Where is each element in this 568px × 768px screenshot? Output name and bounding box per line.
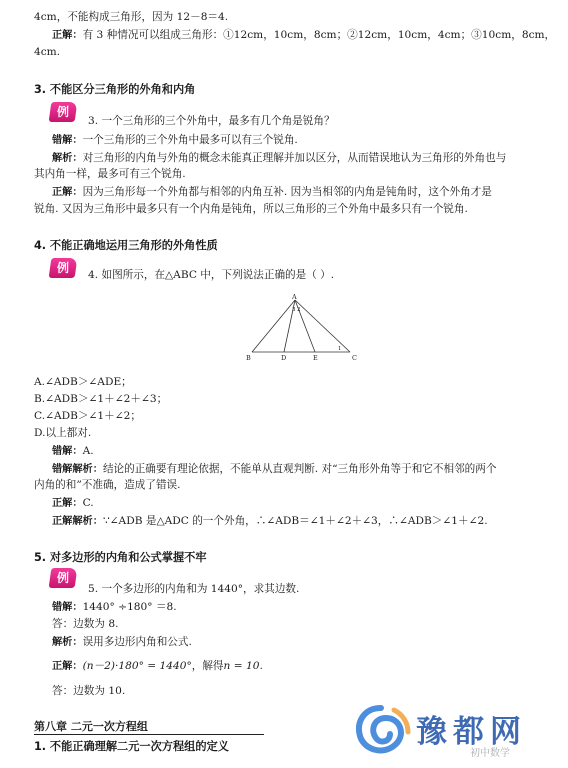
label-correct: 正解：	[52, 498, 83, 509]
vertex-a-label: A	[292, 294, 297, 301]
point-e-label: E	[313, 354, 318, 362]
watermark-logo	[350, 700, 565, 764]
wrong-text: 一个三角形的三个外角中最多可以有三个锐角.	[82, 134, 298, 146]
analysis-text: 对三角形的内角与外角的概念未能真正理解并加以区分，从而错误地认为三角形的外角也与	[82, 152, 507, 164]
text-line: 内角的和”不准确，造成了错误.	[34, 479, 181, 491]
section-heading-5: 5. 对多边形的内角和公式掌握不牢	[34, 551, 207, 564]
angle-1-label: 1	[338, 346, 342, 352]
label-analysis: 解析：	[52, 153, 83, 164]
wrong-answer	[52, 133, 554, 148]
label-correct: 正解：	[52, 187, 83, 198]
correct-text: C.	[82, 497, 94, 509]
correct-text: 有 3 种情况可以组成三角形：①12cm，10cm，8cm；②12cm，10cm，4cm；③10cm，8cm，	[82, 29, 556, 41]
section-heading-3: 3. 不能区分三角形的外角和内角	[34, 83, 196, 96]
example-badge: 例	[49, 258, 78, 278]
analysis	[52, 635, 554, 650]
correct-analysis	[52, 514, 554, 529]
label-wrong: 错解：	[52, 602, 83, 613]
option-d: D.以上都对.	[34, 427, 92, 439]
answer-line: 答：边数为 10.	[52, 685, 126, 697]
correct-answer	[52, 496, 554, 511]
chapter-subheading: 1. 不能正确理解二元一次方程组的定义	[34, 740, 229, 753]
label-wrong-analysis: 错解解析：	[52, 464, 103, 475]
label-wrong: 错解：	[52, 135, 83, 146]
wrong-answer	[52, 444, 554, 459]
question-3: 3. 一个三角形的三个外角中，最多有几个角是锐角？	[88, 115, 335, 127]
option-b: B.∠ADB＞∠1＋∠2＋∠3；	[34, 393, 168, 405]
text-line: 4cm.	[34, 46, 61, 58]
correct-text: 因为三角形每一个外角都与相邻的内角互补. 因为当相邻的内角是钝角时，这个外角才是	[82, 186, 492, 198]
chapter-title: 第八章 二元一次方程组	[34, 720, 264, 735]
text-line: 其内角一样，最多可有三个锐角.	[34, 168, 186, 180]
analysis	[52, 151, 554, 166]
formula: (n－2)·180° = 1440°	[82, 660, 192, 672]
label-analysis: 解析：	[52, 637, 83, 648]
vertex-c-label: C	[352, 354, 357, 362]
vertex-b-label: B	[246, 354, 251, 362]
angle-2-label: 2	[297, 307, 301, 313]
wrong-answer	[52, 600, 554, 615]
wrong-analysis	[52, 462, 554, 477]
question-4: 4. 如图所示，在△ABC 中，下列说法正确的是（ ）.	[88, 269, 335, 281]
label-correct: 正解：	[52, 661, 83, 672]
formula-result: n = 10	[223, 660, 260, 672]
label-wrong: 错解：	[52, 446, 83, 457]
text-line: 4cm，不能构成三角形，因为 12－8＝4.	[34, 11, 229, 23]
question-5: 5. 一个多边形的内角和为 1440°，求其边数.	[88, 583, 300, 595]
option-c: C.∠ADB＞∠1＋∠2；	[34, 410, 141, 422]
section-heading-4: 4. 不能正确地运用三角形的外角性质	[34, 239, 218, 252]
text-line: 锐角. 又因为三角形中最多只有一个内角是钝角，所以三角形的三个外角中最多只有一个锐角.	[34, 203, 468, 215]
example-badge: 例	[49, 102, 78, 122]
correct-answer	[52, 28, 554, 43]
label-correct-analysis: 正解解析：	[52, 516, 103, 527]
angle-3-label: 3	[292, 307, 296, 313]
wrong-analysis-text: 结论的正确要有理论依据，不能单从直观判断. 对“三角形外角等于和它不相邻的两个	[102, 463, 497, 475]
watermark-caption: 初中数学	[470, 748, 510, 759]
wrong-text: A.	[82, 445, 94, 457]
punctuation: .	[259, 660, 263, 672]
point-d-label: D	[281, 354, 287, 362]
correct-answer	[52, 185, 554, 200]
wrong-text: 1440° ÷180° ＝8.	[82, 601, 177, 613]
option-a: A.∠ADB＞∠ADE；	[34, 376, 132, 388]
analysis-text: 误用多边形内角和公式.	[82, 636, 192, 648]
correct-answer	[52, 659, 554, 674]
watermark-brand: 豫都网	[416, 714, 527, 750]
correct-text: ，解得	[191, 660, 224, 672]
example-badge: 例	[49, 568, 78, 588]
correct-analysis-text: ∵∠ADB 是△ADC 的一个外角，∴∠ADB＝∠1＋∠2＋∠3，∴∠ADB＞∠1＋∠2.	[102, 515, 488, 527]
answer-line: 答：边数为 8.	[52, 618, 119, 630]
label-correct: 正解：	[52, 30, 83, 41]
triangle-figure	[240, 294, 370, 364]
swirl-icon	[350, 700, 412, 760]
